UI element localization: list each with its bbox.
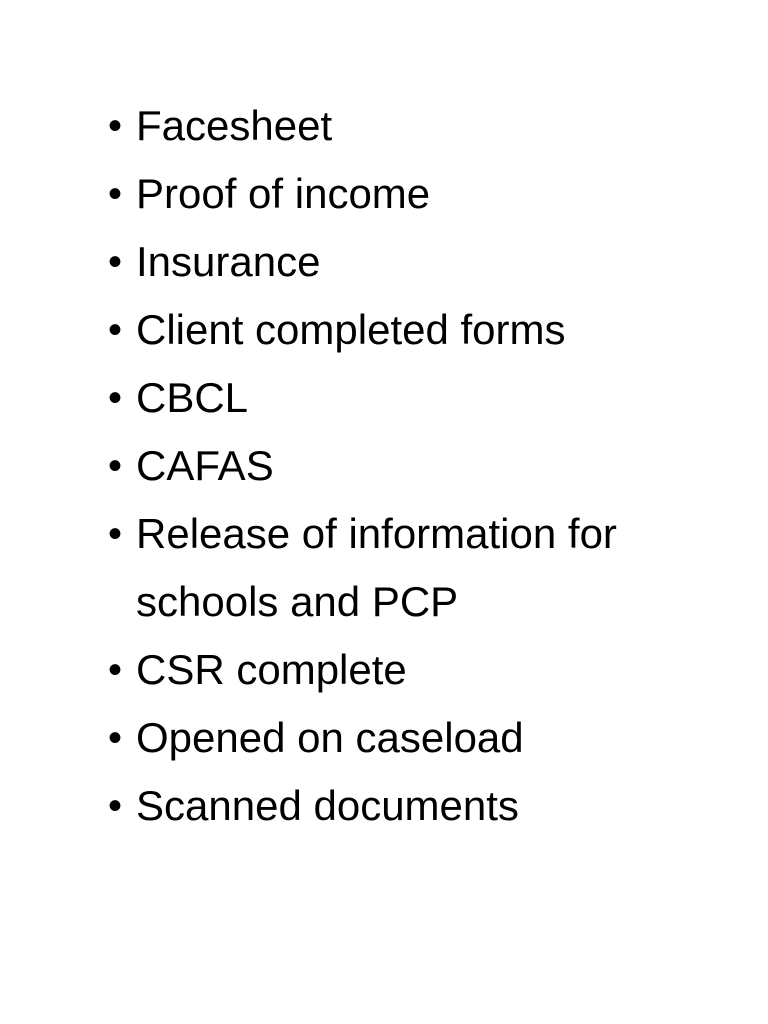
list-item-label: CSR complete [136,646,407,693]
list-item-scanned-documents [108,772,728,840]
bullet-icon: • [108,444,123,488]
bullet-icon: • [108,240,123,284]
list-item-label: Client completed forms [136,306,566,353]
bullet-icon: • [108,172,123,216]
list-item-opened-on-caseload [108,704,728,772]
bullet-icon: • [108,376,123,420]
bullet-icon: • [108,104,123,148]
list-item-label: Insurance [136,238,321,285]
list-item-label: CBCL [136,374,249,421]
bullet-list [108,92,728,840]
bullet-icon: • [108,784,123,828]
list-item-cafas [108,432,728,500]
bullet-icon: • [108,716,123,760]
list-item-label: Opened on caseload [136,714,524,761]
list-item-insurance [108,228,728,296]
list-item-label: CAFAS [136,442,274,489]
list-item-label: Release of information for schools and PCP [136,510,617,625]
bullet-icon: • [108,512,123,556]
bullet-icon: • [108,648,123,692]
list-item-client-completed-forms [108,296,728,364]
list-item-facesheet [108,92,728,160]
list-item-label: Scanned documents [136,782,519,829]
list-item-csr-complete [108,636,728,704]
list-item-proof-of-income [108,160,728,228]
list-item-release-of-information [108,500,728,636]
list-item-label: Facesheet [136,102,333,149]
list-item-cbcl [108,364,728,432]
bullet-icon: • [108,308,123,352]
list-item-label: Proof of income [136,170,431,217]
